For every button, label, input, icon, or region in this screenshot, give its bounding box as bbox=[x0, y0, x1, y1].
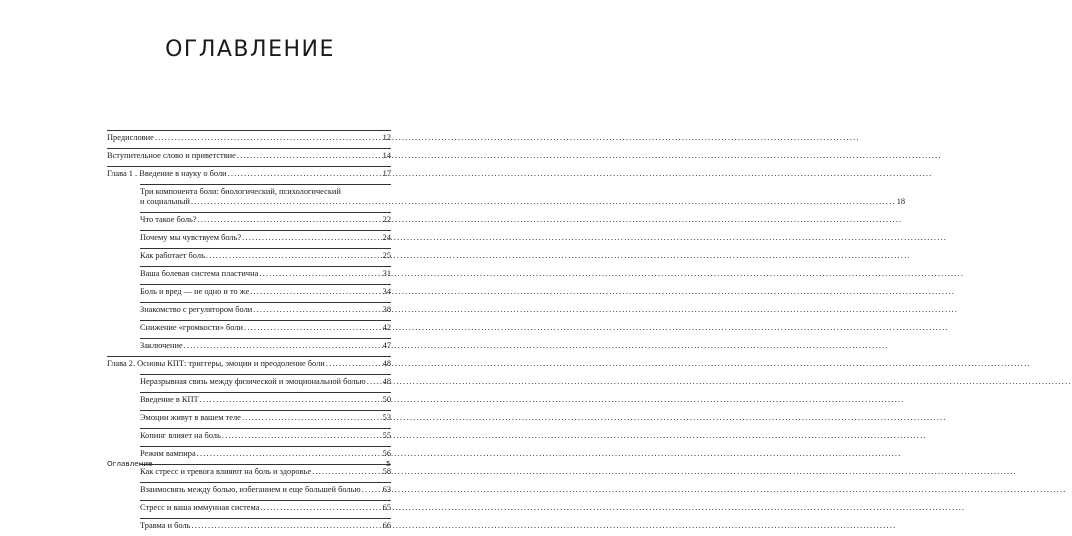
toc-entry-title: Почему мы чувствуем боль? bbox=[140, 233, 242, 242]
toc-subsection-entry[interactable] bbox=[140, 374, 391, 392]
toc-entry-page: 66 bbox=[382, 521, 391, 530]
toc-subsection-entry[interactable] bbox=[140, 266, 391, 284]
toc-entry-page: 48 bbox=[382, 377, 391, 386]
toc-entry-page: 12 bbox=[382, 133, 391, 142]
toc-subsection-entry[interactable] bbox=[140, 230, 391, 248]
toc-entry-title: Боль и вред — не одно и то же bbox=[140, 287, 250, 296]
toc-entry-title: Глава 1 . Введение в науку о боли bbox=[107, 169, 227, 178]
toc-entry-page: 24 bbox=[382, 233, 391, 242]
toc-subsection-entry[interactable] bbox=[140, 446, 391, 464]
toc-entry-page: 65 bbox=[382, 503, 391, 512]
toc-entry-title: Режим вампира bbox=[140, 449, 196, 458]
toc-leader-dots bbox=[242, 413, 382, 423]
page-title: ОГЛАВЛЕНИЕ bbox=[165, 37, 335, 62]
toc-subsection-entry[interactable] bbox=[140, 482, 391, 500]
toc-entry-title: Снижение «громкости» боли bbox=[140, 323, 244, 332]
toc-entry-title: Стресс и ваша иммунная система bbox=[140, 503, 260, 512]
toc-subsection-entry[interactable] bbox=[140, 320, 391, 338]
toc-entry-title: Как работает боль bbox=[140, 251, 205, 260]
toc-subsection-entry[interactable] bbox=[140, 410, 391, 428]
toc-leader-dots bbox=[259, 269, 381, 279]
toc-leader-dots bbox=[250, 287, 381, 297]
toc-leader-dots bbox=[198, 215, 382, 225]
toc-entry-page: 38 bbox=[382, 305, 391, 314]
toc-leader-dots bbox=[260, 503, 381, 513]
toc-subsection-entry[interactable] bbox=[140, 500, 391, 518]
toc-entry-page: 48 bbox=[382, 359, 391, 368]
toc-leader-dots bbox=[184, 341, 382, 351]
toc-entry-title-line2: и социальный bbox=[140, 197, 190, 206]
toc-entry-title: Ваша болевая система пластична bbox=[140, 269, 259, 278]
toc-entry-page: 53 bbox=[382, 413, 391, 422]
toc-leader-dots bbox=[222, 431, 382, 441]
toc-entry-page: 55 bbox=[382, 431, 391, 440]
table-of-contents bbox=[107, 130, 906, 536]
toc-subsection-entry[interactable] bbox=[140, 392, 391, 410]
toc-leader-dots bbox=[367, 377, 382, 387]
toc-entry-title: Предисловие bbox=[107, 133, 154, 142]
toc-leader-dots bbox=[242, 233, 381, 243]
toc-entry-title: Взаимосвязь между болью, избеганием и еще большей болью bbox=[140, 485, 361, 494]
toc-subsection-entry[interactable] bbox=[140, 184, 906, 212]
toc-leader-dots bbox=[200, 395, 382, 405]
toc-subsection-entry[interactable] bbox=[140, 284, 391, 302]
toc-leader-dots bbox=[191, 197, 896, 207]
toc-leader-dots bbox=[191, 521, 381, 531]
toc-leader-dots bbox=[228, 169, 382, 179]
toc-section-entry[interactable] bbox=[107, 356, 391, 374]
toc-leader-dots bbox=[326, 359, 382, 369]
toc-entry-page: 63 bbox=[382, 485, 391, 494]
toc-entry-page: 31 bbox=[382, 269, 391, 278]
toc-entry-title: Знакомство с регулятором боли bbox=[140, 305, 253, 314]
toc-entry-title: Копинг влияет на боль bbox=[140, 431, 221, 440]
toc-leader-dots bbox=[206, 251, 382, 261]
toc-leader-dots bbox=[237, 151, 382, 161]
toc-entry-title-line1: Три компонента боли: биологический, психологический bbox=[140, 187, 341, 196]
toc-entry-page: 58 bbox=[382, 467, 391, 476]
footer-label: Оглавление bbox=[107, 459, 153, 468]
toc-entry-title: Вступительное слово и приветствие bbox=[107, 151, 236, 160]
toc-entry-page: 47 bbox=[382, 341, 391, 350]
toc-leader-dots bbox=[155, 133, 382, 143]
toc-entry-title: Неразрывная связь между физической и эмоциональной болью bbox=[140, 377, 366, 386]
toc-subsection-entry[interactable] bbox=[140, 428, 391, 446]
footer-page-number: 5 bbox=[386, 459, 391, 468]
toc-entry-page: 56 bbox=[382, 449, 391, 458]
toc-section-entry[interactable] bbox=[107, 131, 391, 148]
toc-leader-dots bbox=[244, 323, 382, 333]
toc-entry-title: Эмоции живут в вашем теле bbox=[140, 413, 241, 422]
toc-entry-page: 42 bbox=[382, 323, 391, 332]
toc-entry-title: Как стресс и тревога влияют на боль и здоровье bbox=[140, 467, 312, 476]
toc-leader-dots bbox=[312, 467, 382, 477]
toc-subsection-entry[interactable] bbox=[140, 212, 391, 230]
toc-subsection-entry[interactable] bbox=[140, 302, 391, 320]
toc-leader-dots bbox=[197, 449, 382, 459]
toc-entry-page: 50 bbox=[382, 395, 391, 404]
toc-section-entry[interactable] bbox=[107, 166, 391, 184]
toc-section-entry[interactable] bbox=[107, 148, 391, 166]
toc-entry-title: Введение в КПТ bbox=[140, 395, 199, 404]
toc-entry-title: Травма и боль bbox=[140, 521, 191, 530]
toc-entry-page: 17 bbox=[382, 169, 391, 178]
toc-entry-title: Глава 2. Основы КПТ: триггеры, эмоции и преодоление боли bbox=[107, 359, 325, 368]
toc-entry-page: 34 bbox=[382, 287, 391, 296]
toc-subsection-entry[interactable] bbox=[140, 248, 391, 266]
toc-entry-page: 22 bbox=[382, 215, 391, 224]
toc-entry-page: 14 bbox=[382, 151, 391, 160]
toc-entry-page: 25 bbox=[382, 251, 391, 260]
toc-subsection-entry[interactable] bbox=[140, 464, 391, 482]
toc-subsection-entry[interactable] bbox=[140, 518, 391, 536]
toc-subsection-entry[interactable] bbox=[140, 338, 391, 356]
toc-entry-title: Что такое боль? bbox=[140, 215, 197, 224]
toc-leader-dots bbox=[253, 305, 381, 315]
toc-leader-dots bbox=[362, 485, 382, 495]
toc-entry-title: Заключение bbox=[140, 341, 183, 350]
toc-entry-page: 18 bbox=[896, 197, 906, 206]
